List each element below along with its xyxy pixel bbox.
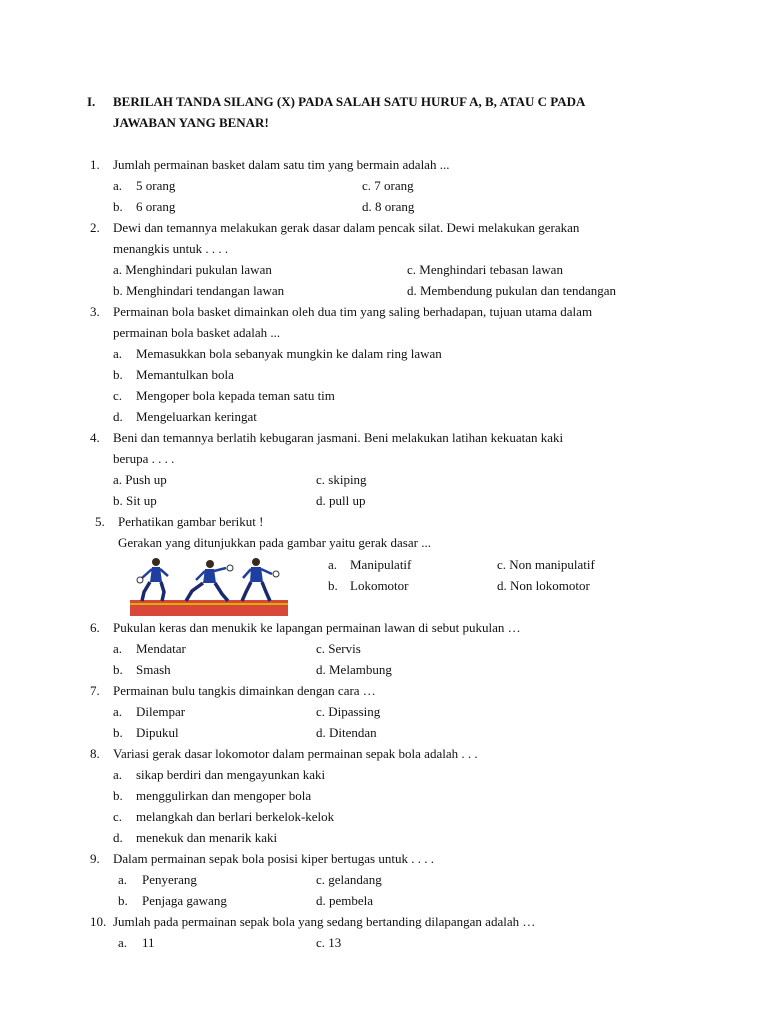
option-a-text: Manipulatif bbox=[350, 557, 412, 572]
question-text: Variasi gerak dasar lokomotor dalam permainan sepak bola adalah . . . bbox=[113, 746, 478, 761]
option-c: c. gelandang bbox=[316, 872, 382, 887]
question-number: 1. bbox=[90, 157, 100, 172]
question-number: 4. bbox=[90, 430, 100, 445]
option-b-text: Dipukul bbox=[136, 725, 179, 740]
option-a-letter: a. bbox=[113, 178, 123, 193]
player-figure-2 bbox=[186, 560, 233, 601]
option-c: c. skiping bbox=[316, 472, 367, 487]
option-a-text: Mendatar bbox=[136, 641, 186, 656]
option-a-letter: a. bbox=[113, 346, 123, 361]
question-number: 9. bbox=[90, 851, 100, 866]
question-text: Dalam permainan sepak bola posisi kiper bertugas untuk . . . . bbox=[113, 851, 434, 866]
option-d-letter: d. bbox=[113, 830, 123, 845]
option-c: c. 13 bbox=[316, 935, 342, 950]
option-b-letter: b. bbox=[113, 367, 123, 382]
option-c: c. 7 orang bbox=[362, 178, 414, 193]
option-c-letter: c. bbox=[113, 388, 123, 403]
option-b-text: Smash bbox=[136, 662, 171, 677]
option-b-text: menggulirkan dan mengoper bola bbox=[136, 788, 312, 803]
option-d: d. pembela bbox=[316, 893, 374, 908]
question-text-line2: berupa . . . . bbox=[113, 451, 175, 466]
option-b-text: Memantulkan bola bbox=[136, 367, 234, 382]
option-a-letter: a. bbox=[118, 935, 128, 950]
option-c-letter: c. bbox=[113, 809, 123, 824]
question-text-line1: Permainan bola basket dimainkan oleh dua tim yang saling berhadapan, tujuan utama dalam bbox=[113, 304, 593, 319]
figure-court-floor bbox=[130, 600, 288, 616]
option-d-text: menekuk dan menarik kaki bbox=[136, 830, 278, 845]
question-text: Jumlah permainan basket dalam satu tim yang bermain adalah ... bbox=[113, 157, 450, 172]
option-b-letter: b. bbox=[113, 788, 123, 803]
option-d: d. Ditendan bbox=[316, 725, 377, 740]
question-number: 2. bbox=[90, 220, 100, 235]
question-number: 3. bbox=[90, 304, 100, 319]
option-a-text: sikap berdiri dan mengayunkan kaki bbox=[136, 767, 326, 782]
option-b-text: Penjaga gawang bbox=[142, 893, 227, 908]
option-a: a. Menghindari pukulan lawan bbox=[113, 262, 272, 277]
option-d-letter: d. bbox=[113, 409, 123, 424]
option-b-letter: b. bbox=[328, 578, 338, 593]
option-d-text: Mengeluarkan keringat bbox=[136, 409, 257, 424]
question-text: Perhatikan gambar berikut ! bbox=[118, 514, 264, 529]
option-b: b. Menghindari tendangan lawan bbox=[113, 283, 285, 298]
option-a-text: Dilempar bbox=[136, 704, 186, 719]
option-d: d. Non lokomotor bbox=[497, 578, 590, 593]
player-figure-3 bbox=[242, 558, 279, 601]
option-b-letter: b. bbox=[113, 725, 123, 740]
badminton-movement-illustration bbox=[130, 556, 288, 616]
option-c-text: Mengoper bola kepada teman satu tim bbox=[136, 388, 335, 403]
option-a-text: Penyerang bbox=[142, 872, 197, 887]
option-a-letter: a. bbox=[118, 872, 128, 887]
option-d: d. Membendung pukulan dan tendangan bbox=[407, 283, 617, 298]
question-number: 7. bbox=[90, 683, 100, 698]
question-number: 10. bbox=[90, 914, 107, 929]
option-c-text: melangkah dan berlari berkelok-kelok bbox=[136, 809, 335, 824]
option-c: c. Servis bbox=[316, 641, 361, 656]
option-c: c. Non manipulatif bbox=[497, 557, 595, 572]
option-a-letter: a. bbox=[113, 767, 123, 782]
option-c: c. Menghindari tebasan lawan bbox=[407, 262, 563, 277]
question-number: 5. bbox=[95, 514, 105, 529]
option-b-text: Lokomotor bbox=[350, 578, 409, 593]
question-text-line1: Dewi dan temannya melakukan gerak dasar dalam pencak silat. Dewi melakukan gerakan bbox=[113, 220, 580, 235]
section-numeral: I. bbox=[87, 94, 96, 109]
question-number: 8. bbox=[90, 746, 100, 761]
figure-court-line bbox=[130, 603, 288, 605]
option-b: b. Sit up bbox=[113, 493, 157, 508]
option-b-text: 6 orang bbox=[136, 199, 176, 214]
question-text-line2: Gerakan yang ditunjukkan pada gambar yaitu gerak dasar ... bbox=[118, 535, 431, 550]
player-figure-1 bbox=[137, 558, 168, 601]
option-b-letter: b. bbox=[113, 199, 123, 214]
option-a-text: 5 orang bbox=[136, 178, 176, 193]
question-text: Jumlah pada permainan sepak bola yang sedang bertanding dilapangan adalah … bbox=[113, 914, 536, 929]
option-a-letter: a. bbox=[113, 641, 123, 656]
question-text-line1: Beni dan temannya berlatih kebugaran jasmani. Beni melakukan latihan kekuatan kaki bbox=[113, 430, 564, 445]
section-instruction-line1: BERILAH TANDA SILANG (X) PADA SALAH SATU HURUF A, B, ATAU C PADA bbox=[113, 94, 586, 109]
option-a-text: Memasukkan bola sebanyak mungkin ke dalam ring lawan bbox=[136, 346, 442, 361]
question-text-line2: menangkis untuk . . . . bbox=[113, 241, 229, 256]
option-d: d. Melambung bbox=[316, 662, 392, 677]
question-text-line2: permainan bola basket adalah ... bbox=[113, 325, 281, 340]
option-d: d. 8 orang bbox=[362, 199, 415, 214]
question-number: 6. bbox=[90, 620, 100, 635]
option-a-text: 11 bbox=[142, 935, 155, 950]
option-a-letter: a. bbox=[113, 704, 123, 719]
option-d: d. pull up bbox=[316, 493, 366, 508]
option-a-letter: a. bbox=[328, 557, 338, 572]
option-b-letter: b. bbox=[113, 662, 123, 677]
section-instruction-line2: JAWABAN YANG BENAR! bbox=[113, 115, 269, 130]
question-text: Permainan bulu tangkis dimainkan dengan cara … bbox=[113, 683, 376, 698]
option-a: a. Push up bbox=[113, 472, 167, 487]
option-c: c. Dipassing bbox=[316, 704, 381, 719]
question-text: Pukulan keras dan menukik ke lapangan permainan lawan di sebut pukulan … bbox=[113, 620, 521, 635]
option-b-letter: b. bbox=[118, 893, 128, 908]
